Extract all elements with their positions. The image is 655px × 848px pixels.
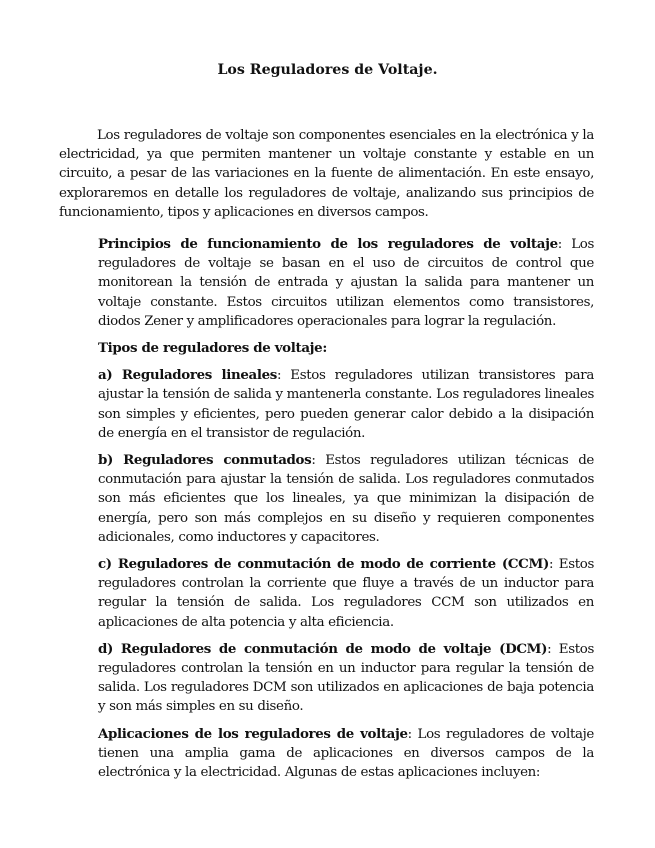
applications-label: Aplicaciones de los reguladores de voltaje: [98, 725, 408, 742]
types-heading: Tipos de reguladores de voltaje:: [98, 340, 327, 357]
type-label-a: a) Reguladores lineales: [98, 367, 277, 384]
type-paragraph-d: [98, 640, 594, 717]
applications-paragraph: [98, 725, 594, 783]
principles-paragraph: [98, 235, 594, 331]
principles-label: Principios de funcionamiento de los reguladores de voltaje: [98, 236, 558, 252]
applications-text: : Los reguladores de voltaje tienen una amplia gama de aplicaciones en diversos campos de la electrónica y la electricidad. Algunas de estas aplicaciones incluyen:: [98, 726, 594, 781]
type-text-d: : Estos reguladores controlan la tensión en un inductor para regular la tensión de salida. Los reguladores DCM son utilizados en aplicaciones de baja potencia y son más simples en su diseño.: [98, 641, 595, 715]
type-text-a: : Estos reguladores utilizan transistores para ajustar la tensión de salida y mantenerla constante. Los reguladores lineales son simples y eficientes, pero pueden generar calor debido a la disipación de energía en el transistor de regulación.: [98, 368, 594, 441]
type-text-b: : Estos reguladores utilizan técnicas de conmutación para ajustar la tensión de salida. Los reguladores conmutados son más eficientes que los lineales, ya que minimizan la disipación de energía, pero son más complejos en su diseño y requieren componentes adicionales, como inductores y capacitores.: [98, 453, 594, 545]
type-paragraph-a: [98, 366, 594, 443]
sections-block: [98, 235, 594, 790]
type-label-d: d) Reguladores de conmutación de modo de voltaje (DCM): [98, 640, 548, 657]
type-label-b: b) Reguladores conmutados: [98, 452, 312, 469]
type-label-c: c) Reguladores de conmutación de modo de corriente (CCM): [98, 556, 549, 573]
principles-text: : Los reguladores de voltaje se basan en el uso de circuitos de control que monitorean la tensión de entrada y ajustan la salida para mantener un voltaje constante. Estos circuitos utilizan elementos como transistores, diodos Zener y amplificadores operacionales para lograr la regulación.: [98, 237, 594, 329]
type-paragraph-c: [98, 555, 594, 632]
intro-paragraph: Los reguladores de voltaje son componentes esenciales en la electrónica y la electricidad, ya que permiten mantener un voltaje constante y estable en un circuito, a pesar de las variaciones en la fuente de alimentación. En este ensayo, exploraremos en detalle los reguladores de voltaje, analizando sus principios de funcionamiento, tipos y aplicaciones en diversos campos.: [59, 128, 594, 220]
document-title: Los Reguladores de Voltaje.: [217, 62, 438, 78]
type-text-c: : Estos reguladores controlan la corriente que fluye a través de un inductor para regular la tensión de salida. Los reguladores CCM son utilizados en aplicaciones de alta potencia y alta eficiencia.: [98, 557, 594, 630]
type-paragraph-b: [98, 451, 594, 547]
